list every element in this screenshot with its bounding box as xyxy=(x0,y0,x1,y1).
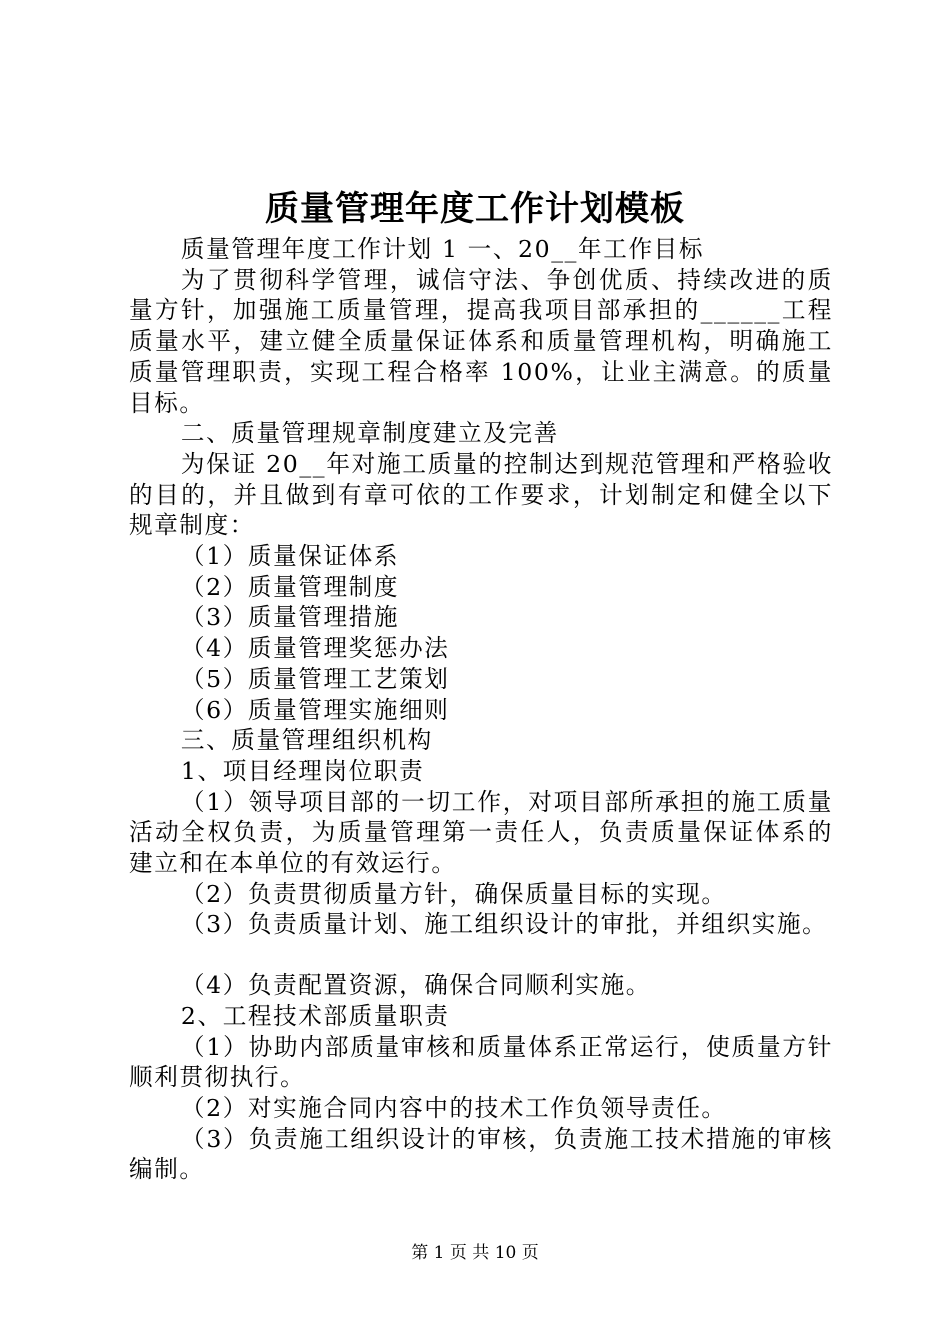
subsection-heading: 1、项目经理岗位职责 xyxy=(180,756,425,785)
subsection-heading: 2、工程技术部质量职责 xyxy=(180,1001,450,1030)
list-item: （6）质量管理实施细则 xyxy=(180,695,450,724)
list-item: （1）质量保证体系 xyxy=(180,542,400,571)
list-item: （5）质量管理工艺策划 xyxy=(180,664,450,693)
list-item: （3）负责质量计划、施工组织设计的审批，并组织实施。 xyxy=(180,910,828,939)
section-heading-2: 二、质量管理规章制度建立及完善 xyxy=(180,419,559,448)
document-body xyxy=(129,234,833,1185)
list-item: （2）对实施合同内容中的技术工作负领导责任。 xyxy=(180,1093,727,1122)
paragraph-rules: 为保证 20__年对施工质量的控制达到规范管理和严格验收的目的，并且做到有章可依的工作要求，计划制定和健全以下规章制度： xyxy=(129,449,833,540)
list-item: （4）负责配置资源，确保合同顺利实施。 xyxy=(180,971,652,1000)
list-item: （2）质量管理制度 xyxy=(180,572,400,601)
list-item: （2）负责贯彻质量方针，确保质量目标的实现。 xyxy=(180,879,727,908)
spacer xyxy=(129,940,833,970)
paragraph-goal: 为了贯彻科学管理，诚信守法、争创优质、持续改进的质量方针，加强施工质量管理，提高我项目部承担的______工程质量水平，建立健全质量保证体系和质量管理机构，明确施工质量管理职责，实现工程合格率 100%，让业主满意。的质量目标。 xyxy=(129,265,833,417)
list-item: （1）领导项目部的一切工作，对项目部所承担的施工质量活动全权负责，为质量管理第一责任人，负责质量保证体系的建立和在本单位的有效运行。 xyxy=(129,787,833,878)
paragraph-intro: 质量管理年度工作计划 1 一、20__年工作目标 xyxy=(180,235,705,263)
list-item: （1）协助内部质量审核和质量体系正常运行，使质量方针顺利贯彻执行。 xyxy=(129,1032,833,1092)
list-item: （3）负责施工组织设计的审核，负责施工技术措施的审核编制。 xyxy=(129,1124,833,1184)
list-item: （3）质量管理措施 xyxy=(180,603,400,632)
list-item: （4）质量管理奖惩办法 xyxy=(180,634,450,663)
page-number: 第 1 页 共 10 页 xyxy=(411,1243,539,1263)
section-heading-3: 三、质量管理组织机构 xyxy=(180,726,433,755)
document-title: 质量管理年度工作计划模板 xyxy=(265,189,685,229)
